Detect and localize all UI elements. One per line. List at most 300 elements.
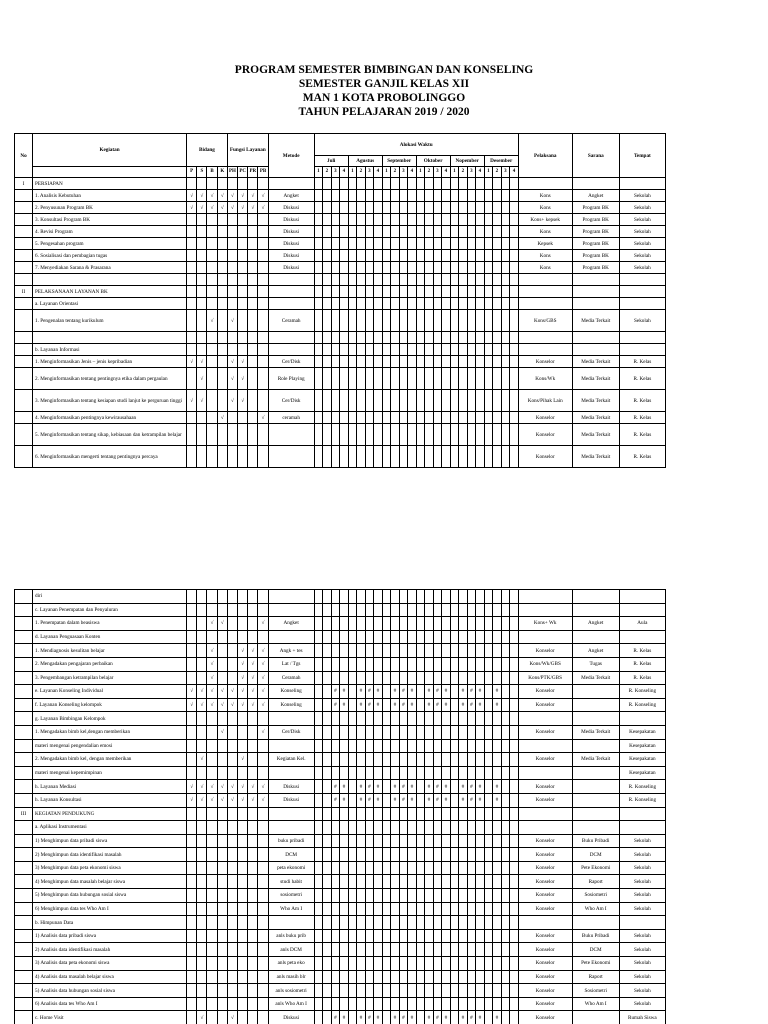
week-cell [331, 766, 340, 780]
week-cell [391, 957, 400, 971]
week-cell [348, 929, 357, 943]
week-cell: # [399, 1011, 408, 1024]
empty-cell [187, 274, 197, 286]
week-cell [501, 766, 510, 780]
empty-cell [314, 298, 323, 310]
week-cell [433, 929, 442, 943]
week-cell [442, 657, 451, 671]
bidang-check-cell [197, 861, 207, 875]
week-cell [357, 262, 366, 274]
fungsi-check-cell [227, 984, 237, 998]
week-cell [323, 902, 332, 916]
bidang-check-cell [187, 368, 197, 390]
sarana-cell: Program BK [572, 226, 619, 238]
fungsi-check-cell [227, 957, 237, 971]
week-cell: # [365, 685, 374, 699]
empty-cell [425, 286, 434, 298]
activity-label: 3. Konsultasi Program BK [33, 214, 187, 226]
week-cell [442, 446, 451, 468]
week-cell [382, 262, 391, 274]
empty-cell [467, 344, 476, 356]
bidang-check-cell: √ [187, 793, 197, 807]
empty-cell [391, 332, 400, 344]
week-cell [399, 424, 408, 446]
week-cell [399, 902, 408, 916]
table-row [15, 390, 666, 412]
empty-cell [619, 298, 665, 310]
empty-cell [348, 344, 357, 356]
week-cell [382, 310, 391, 332]
week-cell: # [459, 780, 468, 794]
week-cell [459, 262, 468, 274]
bidang-check-cell [197, 262, 207, 274]
fungsi-check-cell [227, 250, 237, 262]
empty-cell [450, 332, 459, 344]
week-cell [314, 590, 323, 604]
week-cell [348, 957, 357, 971]
week-cell [416, 753, 425, 767]
empty-cell [340, 807, 349, 821]
week-cell [501, 368, 510, 390]
row-number [15, 644, 33, 658]
table-row [15, 984, 666, 998]
empty-cell [467, 807, 476, 821]
pelaksana-cell: Konselor [518, 997, 572, 1011]
table-row [15, 943, 666, 957]
week-cell [374, 214, 383, 226]
row-number [15, 780, 33, 794]
week-cell [331, 970, 340, 984]
week-cell [340, 657, 349, 671]
week-cell [314, 780, 323, 794]
empty-cell [323, 274, 332, 286]
week-cell: # [459, 1011, 468, 1024]
week-cell [467, 671, 476, 685]
empty-cell [450, 286, 459, 298]
empty-cell [442, 286, 451, 298]
week-cell [331, 368, 340, 390]
metode-cell: Diskusi [268, 262, 314, 274]
metode-cell: Konseling [268, 698, 314, 712]
week-cell: # [425, 780, 434, 794]
week-cell [348, 970, 357, 984]
header-no: No [15, 134, 33, 178]
empty-cell [258, 916, 268, 930]
fungsi-check-cell [238, 834, 248, 848]
week-cell [467, 725, 476, 739]
bidang-check-cell: √ [197, 202, 207, 214]
fungsi-check-cell: √ [258, 190, 268, 202]
bidang-check-cell [217, 861, 227, 875]
activity-label: 3. Pengembangan ketrampilan belajar [33, 671, 187, 685]
empty-cell [357, 603, 366, 617]
week-cell [493, 250, 502, 262]
tempat-cell: Kesepakatan [619, 753, 665, 767]
week-cell [416, 943, 425, 957]
week-cell [340, 412, 349, 424]
empty-cell [476, 178, 485, 190]
empty-cell [501, 807, 510, 821]
week-cell [484, 698, 493, 712]
empty-cell [467, 603, 476, 617]
empty-cell [408, 332, 417, 344]
activity-label: e. Layanan Konseling Individual [33, 685, 187, 699]
week-cell: # [391, 1011, 400, 1024]
week-cell [340, 902, 349, 916]
week-cell [408, 984, 417, 998]
week-cell [382, 1011, 391, 1024]
bidang-check-cell [197, 929, 207, 943]
week-cell [433, 250, 442, 262]
bidang-check-cell [197, 766, 207, 780]
week-cell [416, 997, 425, 1011]
week-cell [459, 957, 468, 971]
row-number [15, 250, 33, 262]
fungsi-check-cell: √ [238, 780, 248, 794]
week-cell [476, 446, 485, 468]
week-cell [484, 793, 493, 807]
empty-cell [501, 916, 510, 930]
tempat-cell: Sekolah [619, 902, 665, 916]
week-cell [374, 861, 383, 875]
empty-cell [459, 712, 468, 726]
row-number [15, 617, 33, 631]
empty-cell [187, 286, 197, 298]
week-cell [331, 310, 340, 332]
fungsi-check-cell: √ [227, 698, 237, 712]
bidang-check-cell [197, 310, 207, 332]
bidang-check-cell: √ [207, 671, 217, 685]
week-cell [433, 617, 442, 631]
week-cell: # [459, 685, 468, 699]
bidang-check-cell [207, 902, 217, 916]
week-cell [493, 238, 502, 250]
bidang-check-cell: √ [217, 202, 227, 214]
bidang-check-cell [207, 739, 217, 753]
empty-cell [314, 821, 323, 835]
fungsi-check-cell [248, 970, 258, 984]
empty-cell [619, 916, 665, 930]
week-cell [425, 834, 434, 848]
empty-cell [340, 274, 349, 286]
fungsi-check-cell: √ [258, 685, 268, 699]
week-cell [391, 970, 400, 984]
fungsi-check-cell [248, 753, 258, 767]
empty-cell [450, 344, 459, 356]
empty-cell [433, 916, 442, 930]
week-cell [433, 984, 442, 998]
week-cell [476, 412, 485, 424]
empty-cell [314, 274, 323, 286]
week-cell [433, 214, 442, 226]
week-cell [484, 848, 493, 862]
week-cell [382, 875, 391, 889]
tempat-cell: Sekolah [619, 226, 665, 238]
metode-cell [268, 446, 314, 468]
bidang-check-cell [187, 214, 197, 226]
week-cell [425, 848, 434, 862]
week-cell [476, 617, 485, 631]
empty-cell [187, 332, 197, 344]
empty-cell [459, 344, 468, 356]
week-cell [450, 356, 459, 368]
week-cell [459, 590, 468, 604]
fungsi-check-cell: √ [258, 725, 268, 739]
empty-cell [467, 298, 476, 310]
table-row [15, 957, 666, 971]
week-cell [459, 412, 468, 424]
table-row [15, 250, 666, 262]
week-cell [433, 190, 442, 202]
header-week-number: 1 [314, 167, 323, 178]
fungsi-check-cell [227, 929, 237, 943]
bidang-check-cell [197, 984, 207, 998]
metode-cell: peta ekonomi [268, 861, 314, 875]
week-cell [459, 984, 468, 998]
fungsi-check-cell [227, 902, 237, 916]
table-subsection-row [15, 603, 666, 617]
empty-cell [217, 712, 227, 726]
bidang-check-cell [207, 875, 217, 889]
table-row [15, 368, 666, 390]
week-cell [493, 657, 502, 671]
week-cell [340, 644, 349, 658]
week-cell [493, 390, 502, 412]
week-cell [399, 238, 408, 250]
fungsi-check-cell [238, 848, 248, 862]
empty-cell [248, 821, 258, 835]
week-cell [382, 780, 391, 794]
week-cell [382, 970, 391, 984]
week-cell [382, 644, 391, 658]
fungsi-check-cell [248, 739, 258, 753]
week-cell: # [357, 685, 366, 699]
week-cell [450, 250, 459, 262]
week-cell [416, 875, 425, 889]
week-cell [484, 1011, 493, 1024]
empty-cell [459, 332, 468, 344]
empty-cell [374, 344, 383, 356]
empty-cell [484, 603, 493, 617]
week-cell [510, 834, 519, 848]
week-cell [450, 753, 459, 767]
week-cell: # [399, 685, 408, 699]
week-cell [314, 310, 323, 332]
empty-cell [476, 344, 485, 356]
week-cell [331, 848, 340, 862]
week-cell [501, 657, 510, 671]
empty-cell [493, 916, 502, 930]
empty-cell [459, 821, 468, 835]
tempat-cell: R. Konseling [619, 698, 665, 712]
week-cell [374, 766, 383, 780]
fungsi-check-cell: √ [227, 310, 237, 332]
metode-cell: Diskusi [268, 238, 314, 250]
week-cell [314, 861, 323, 875]
empty-cell [227, 712, 237, 726]
row-number [15, 298, 33, 310]
week-cell [467, 848, 476, 862]
table-row [15, 214, 666, 226]
week-cell [459, 390, 468, 412]
empty-cell [391, 630, 400, 644]
empty-cell [374, 807, 383, 821]
empty-cell [314, 630, 323, 644]
week-cell [501, 685, 510, 699]
title-line-4: TAHUN PELAJARAN 2019 / 2020 [298, 106, 470, 118]
empty-cell [268, 286, 314, 298]
program-table-page-1 [14, 133, 666, 468]
fungsi-check-cell [227, 657, 237, 671]
week-cell [450, 725, 459, 739]
bidang-check-cell [207, 997, 217, 1011]
empty-cell [493, 807, 502, 821]
week-cell [391, 250, 400, 262]
row-number [15, 753, 33, 767]
bidang-check-cell: √ [207, 202, 217, 214]
empty-cell [408, 298, 417, 310]
empty-cell [501, 712, 510, 726]
bidang-check-cell [207, 368, 217, 390]
empty-cell [467, 178, 476, 190]
week-cell [374, 943, 383, 957]
week-cell [399, 226, 408, 238]
week-cell [450, 238, 459, 250]
empty-cell [433, 821, 442, 835]
metode-cell: Diskusi [268, 1011, 314, 1024]
empty-cell [207, 712, 217, 726]
week-cell [323, 793, 332, 807]
sarana-cell: Angket [572, 644, 619, 658]
week-cell [510, 590, 519, 604]
week-cell [501, 356, 510, 368]
fungsi-check-cell [248, 725, 258, 739]
week-cell [484, 970, 493, 984]
empty-cell [374, 178, 383, 190]
bidang-check-cell: √ [187, 685, 197, 699]
week-cell [459, 617, 468, 631]
fungsi-check-cell [238, 412, 248, 424]
fungsi-check-cell [258, 214, 268, 226]
bidang-check-cell: √ [207, 657, 217, 671]
week-cell [433, 356, 442, 368]
fungsi-check-cell: √ [238, 698, 248, 712]
bidang-check-cell [217, 834, 227, 848]
header-week-number: 4 [340, 167, 349, 178]
week-cell [433, 889, 442, 903]
week-cell [382, 238, 391, 250]
week-cell [365, 262, 374, 274]
empty-cell [314, 807, 323, 821]
empty-cell [382, 603, 391, 617]
empty-cell [416, 630, 425, 644]
week-cell [365, 310, 374, 332]
week-cell [416, 238, 425, 250]
week-cell [348, 780, 357, 794]
week-cell [510, 929, 519, 943]
empty-cell [238, 274, 248, 286]
row-number [15, 875, 33, 889]
week-cell [450, 739, 459, 753]
bidang-check-cell [217, 929, 227, 943]
bidang-check-cell [217, 739, 227, 753]
week-cell [391, 889, 400, 903]
week-cell [484, 262, 493, 274]
tempat-cell: Sekolah [619, 970, 665, 984]
week-cell [450, 848, 459, 862]
week-cell [323, 446, 332, 468]
week-cell [340, 889, 349, 903]
row-number [15, 262, 33, 274]
table-row [15, 617, 666, 631]
week-cell [382, 957, 391, 971]
week-cell [510, 617, 519, 631]
bidang-check-cell: √ [197, 780, 207, 794]
week-cell [382, 202, 391, 214]
week-cell [331, 590, 340, 604]
empty-cell [340, 712, 349, 726]
week-cell [510, 725, 519, 739]
header-week-number: 3 [331, 167, 340, 178]
week-cell [501, 929, 510, 943]
empty-cell [484, 298, 493, 310]
week-cell [399, 970, 408, 984]
fungsi-check-cell [238, 861, 248, 875]
week-cell [425, 190, 434, 202]
week-cell [501, 861, 510, 875]
bidang-check-cell [187, 848, 197, 862]
fungsi-check-cell: √ [248, 780, 258, 794]
week-cell [382, 753, 391, 767]
week-cell [416, 262, 425, 274]
week-cell [399, 671, 408, 685]
metode-cell: anls Who Am I [268, 997, 314, 1011]
empty-cell [619, 807, 665, 821]
week-cell [314, 238, 323, 250]
week-cell [408, 943, 417, 957]
table-row [15, 644, 666, 658]
empty-cell [323, 821, 332, 835]
week-cell [408, 929, 417, 943]
week-cell [476, 226, 485, 238]
week-cell [314, 202, 323, 214]
week-cell [476, 970, 485, 984]
bidang-check-cell [207, 356, 217, 368]
week-cell: # [425, 698, 434, 712]
fungsi-check-cell [248, 984, 258, 998]
week-cell [374, 725, 383, 739]
table-subsection-row [15, 712, 666, 726]
week-cell [416, 671, 425, 685]
fungsi-check-cell [238, 1011, 248, 1024]
week-cell: # [374, 698, 383, 712]
week-cell [408, 766, 417, 780]
week-cell [348, 390, 357, 412]
week-cell [382, 698, 391, 712]
empty-cell [207, 298, 217, 310]
fungsi-check-cell [238, 590, 248, 604]
row-number [15, 368, 33, 390]
fungsi-check-cell: √ [227, 390, 237, 412]
empty-cell [476, 298, 485, 310]
week-cell [450, 929, 459, 943]
table-subsection-row [15, 344, 666, 356]
empty-cell [391, 286, 400, 298]
week-cell [433, 834, 442, 848]
sarana-cell: Media Terkait [572, 671, 619, 685]
empty-cell [442, 630, 451, 644]
week-cell: # [425, 685, 434, 699]
